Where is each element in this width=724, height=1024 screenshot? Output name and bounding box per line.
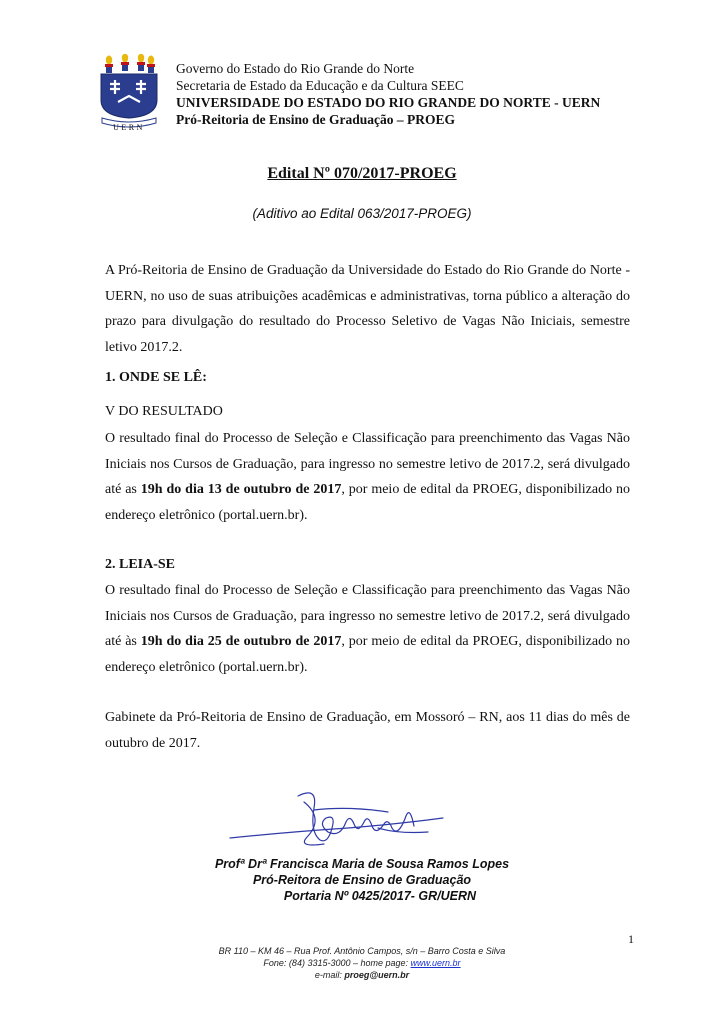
footer-address: BR 110 – KM 46 – Rua Prof. Antônio Campos, s/n – Barro Costa e Silva xyxy=(218,946,506,956)
handwritten-signature xyxy=(228,788,448,854)
section2-text-after: , por meio de edital da PROEG, disponibilizado no endereço eletrônico (portal.uern.br). xyxy=(105,634,630,675)
section1-text-before: O resultado final do Processo de Seleção e Classificação para preenchimento das Vagas Não Iniciais nos Cursos de Graduação, para ingresso no semestre letivo de 2017.2, será divulgado até as xyxy=(105,431,630,497)
email-link[interactable]: proeg@uern.br xyxy=(344,970,410,980)
page-number: 1 xyxy=(628,932,634,946)
header-university: UNIVERSIDADE DO ESTADO DO RIO GRANDE DO NORTE - UERN xyxy=(176,95,601,110)
signatory-role: Pró-Reitora de Ensino de Graduação xyxy=(252,873,472,887)
letterhead xyxy=(176,60,600,128)
section1-text-after: , por meio de edital da PROEG, disponibilizado no endereço eletrônico (portal.uern.br). xyxy=(105,482,630,523)
footer-contact xyxy=(0,957,724,969)
section2-heading: 2. LEIA-SE xyxy=(105,557,176,572)
intro-paragraph: A Pró-Reitoria de Ensino de Graduação da Universidade do Estado do Rio Grande do Norte - UERN, no uso de suas atribuições acadêmicas e administrativas, torna público a alteração do prazo para divulgação do resultado do Processo Seletivo de Vagas Não Iniciais, semestre letivo 2017.2. xyxy=(105,263,630,355)
document-title: Edital Nº 070/2017-PROEG xyxy=(267,165,457,182)
signatory-block xyxy=(0,856,724,904)
signatory-name: Profª Drª Francisca Maria de Sousa Ramos Lopes xyxy=(214,857,510,871)
header-secretariat: Secretaria de Estado da Educação e da Cultura SEEC xyxy=(176,78,464,93)
closing-paragraph: Gabinete da Pró-Reitoria de Ensino de Graduação, em Mossoró – RN, aos 11 dias do mês de outubro de 2017. xyxy=(105,710,630,751)
signatory-portaria: Portaria Nº 0425/2017- GR/UERN xyxy=(283,889,477,903)
header-proeg: Pró-Reitoria de Ensino de Graduação – PROEG xyxy=(176,112,455,127)
uern-logo xyxy=(98,54,160,132)
section1-paragraph xyxy=(105,426,630,528)
logo-caption: UERN xyxy=(113,123,145,132)
document-subtitle: (Aditivo ao Edital 063/2017-PROEG) xyxy=(252,206,472,221)
section2-text-before: O resultado final do Processo de Seleção e Classificação para preenchimento das Vagas Não Iniciais nos Cursos de Graduação, para ingresso no semestre letivo de 2017.2, será divulgado até às xyxy=(105,583,630,649)
homepage-link[interactable]: www.uern.br xyxy=(410,958,461,968)
section2-deadline: 19h do dia 25 de outubro de 2017 xyxy=(140,634,342,649)
footer xyxy=(0,945,724,981)
footer-email-line xyxy=(0,969,724,981)
section1-heading: 1. ONDE SE LÊ: xyxy=(105,370,207,385)
footer-phone: Fone: (84) 3315-3000 – home page: xyxy=(263,958,411,968)
section2-paragraph xyxy=(105,578,630,680)
section1-deadline: 19h do dia 13 de outubro de 2017 xyxy=(140,482,342,497)
footer-email-label: e-mail: xyxy=(314,970,345,980)
section1-subheading: V DO RESULTADO xyxy=(105,404,223,419)
header-government: Governo do Estado do Rio Grande do Norte xyxy=(176,61,415,76)
